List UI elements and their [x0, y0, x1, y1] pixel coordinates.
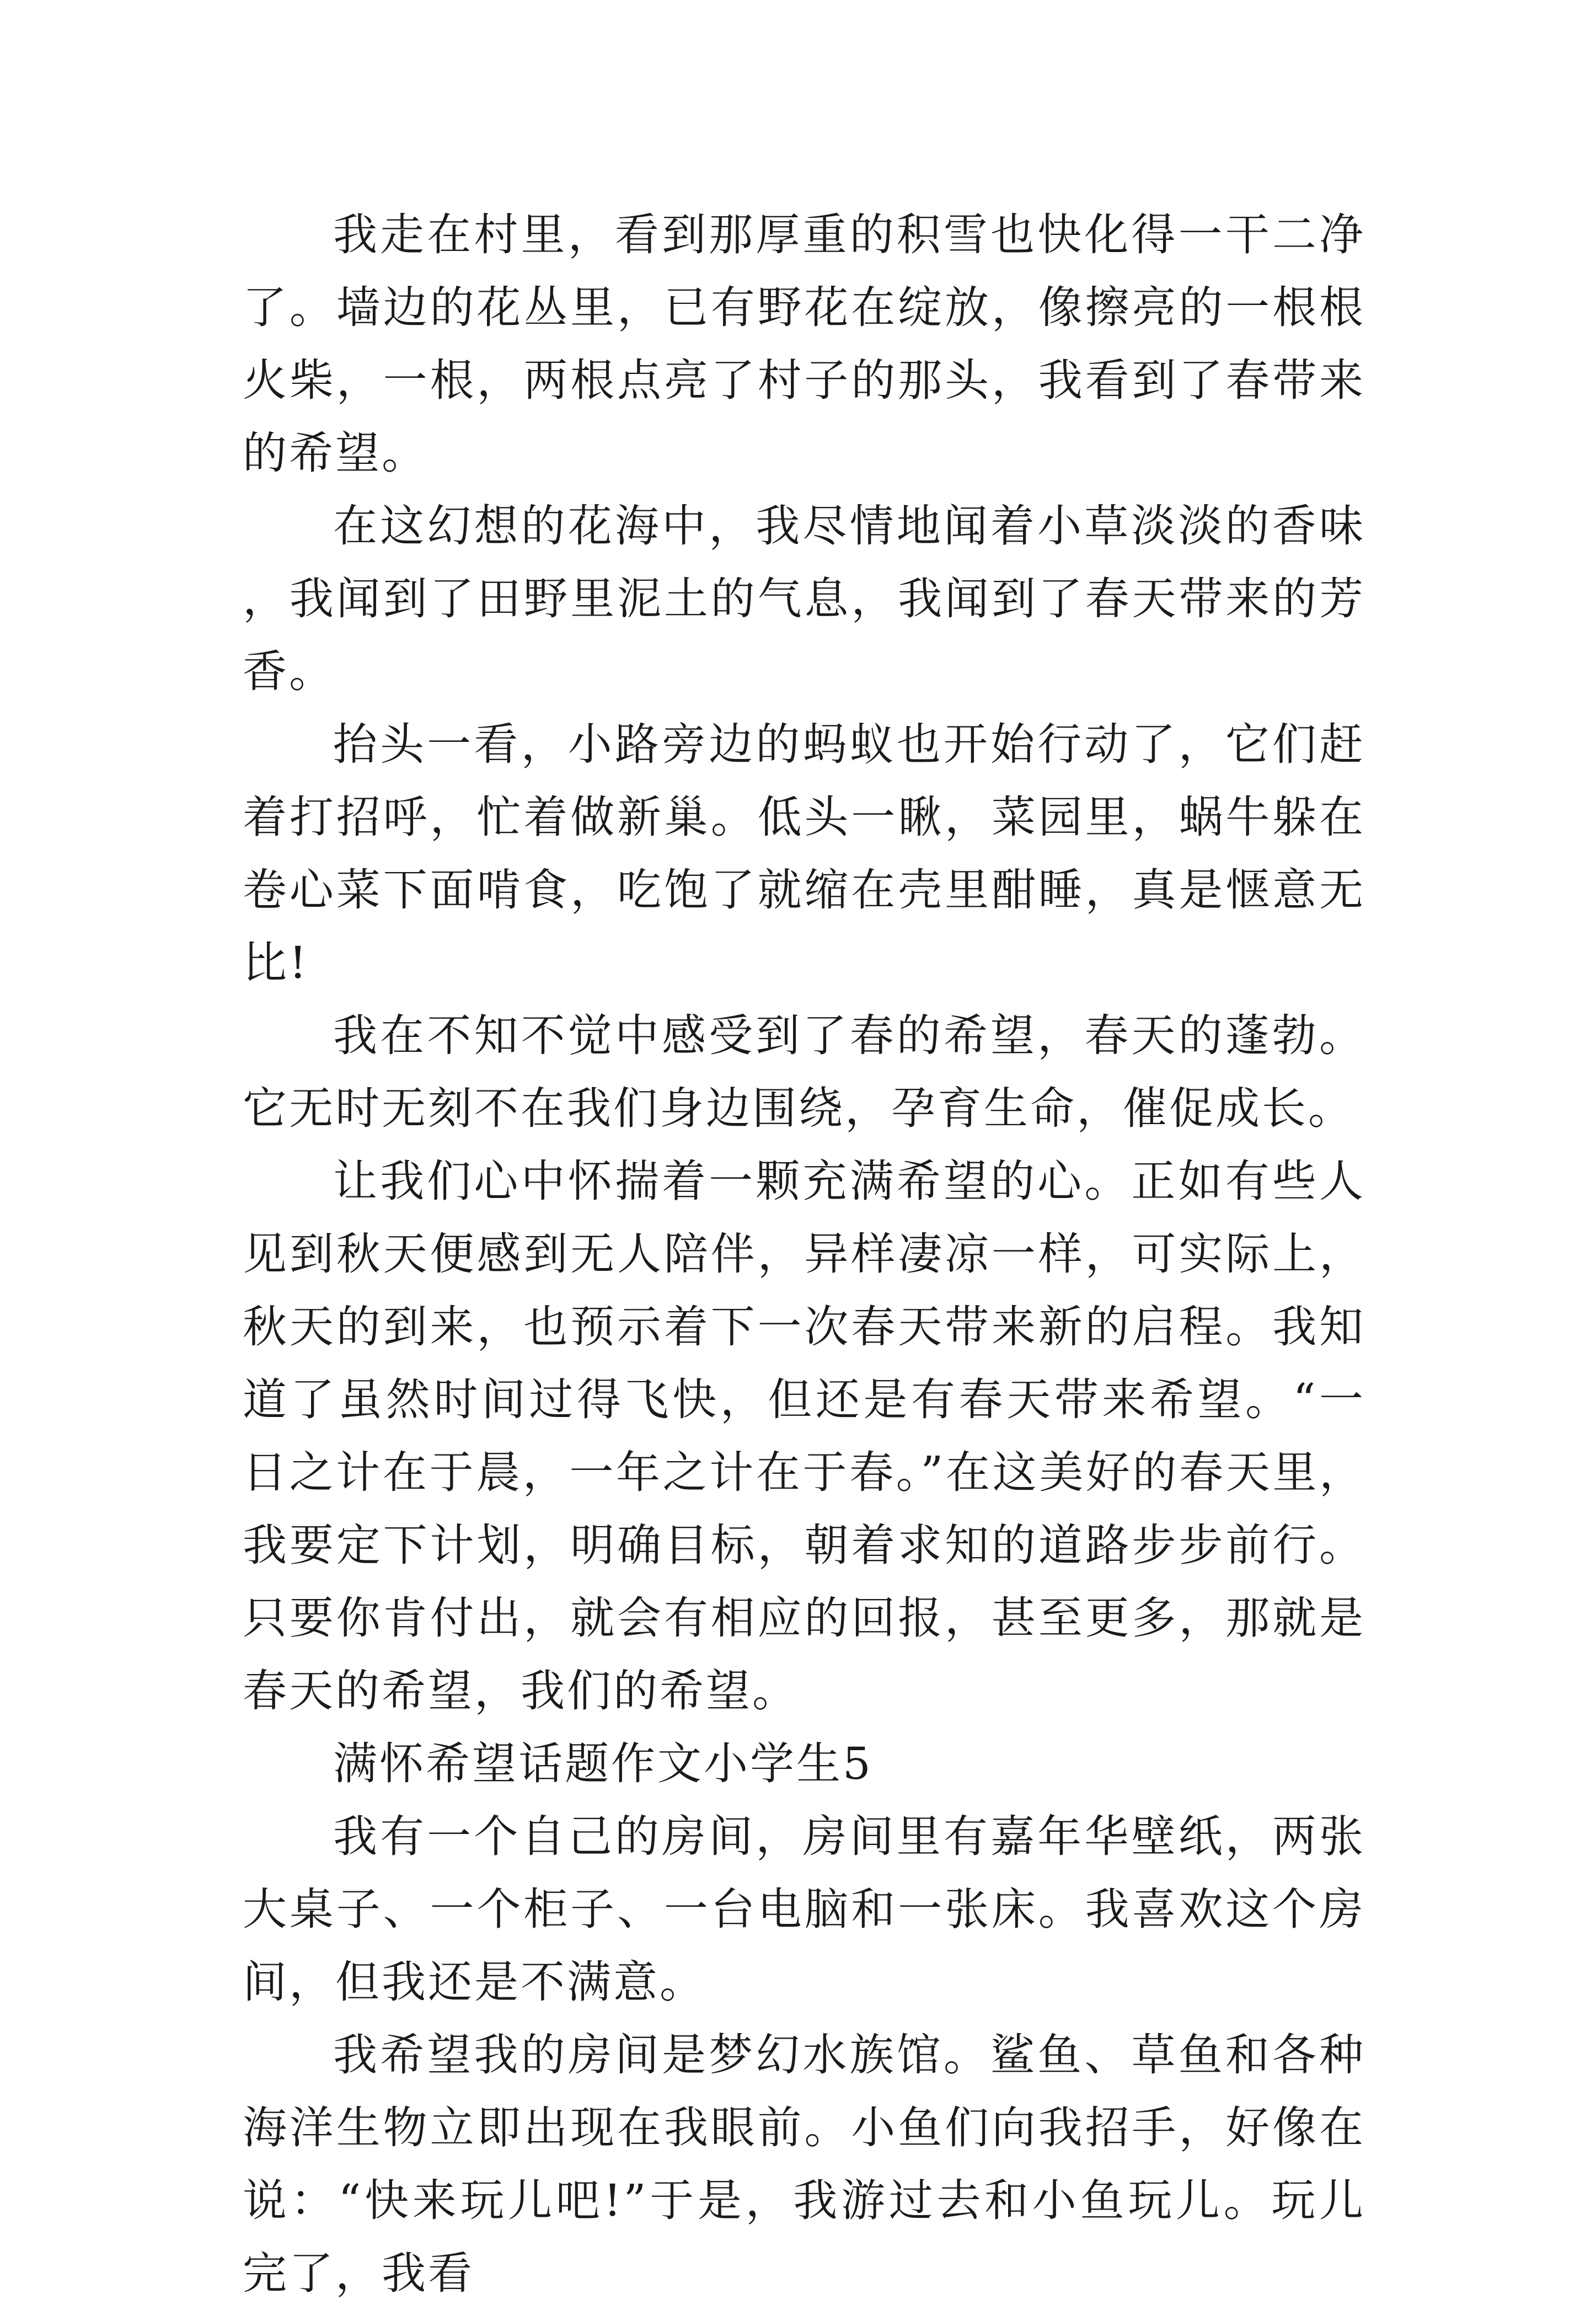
paragraph: 我走在村里，看到那厚重的积雪也快化得一干二净了。墙边的花丛里，已有野花在绽放，像擦亮的一根根火柴，一根，两根点亮了村子的那头，我看到了春带来的希望。 [243, 209, 1365, 479]
paragraph: 我有一个自己的房间，房间里有嘉年华壁纸，两张大桌子、一个柜子、一台电脑和一张床。我喜欢这个房间，但我还是不满意。 [243, 1811, 1365, 2008]
paragraph: 我在不知不觉中感受到了春的希望，春天的蓬勃。它无时无刻不在我们身边围绕，孕育生命，催促成长。 [243, 1010, 1365, 1134]
section-heading: 满怀希望话题作文小学生5 [333, 1738, 873, 1789]
document-body [243, 199, 1365, 2310]
paragraph: 在这幻想的花海中，我尽情地闻着小草淡淡的香味，我闻到了田野里泥土的气息，我闻到了春天带来的芳香。 [243, 500, 1365, 697]
paragraph: 让我们心中怀揣着一颗充满希望的心。正如有些人见到秋天便感到无人陪伴，异样凄凉一样，可实际上，秋天的到来，也预示着下一次春天带来新的启程。我知道了虽然时间过得飞快，但还是有春天带来希望。“一日之计在于晨，一年之计在于春。”在这美好的春天里，我要定下计划，明确目标，朝着求知的道路步步前行。只要你肯付出，就会有相应的回报，甚至更多，那就是春天的希望，我们的希望。 [243, 1156, 1365, 1717]
paragraph: 抬头一看，小路旁边的蚂蚁也开始行动了，它们赶着打招呼，忙着做新巢。低头一瞅，菜园里，蜗牛躲在卷心菜下面啃食，吃饱了就缩在壳里酣睡，真是惬意无比! [243, 719, 1365, 988]
paragraph: 我希望我的房间是梦幻水族馆。鲨鱼、草鱼和各种海洋生物立即出现在我眼前。小鱼们向我招手，好像在说：“快来玩儿吧!”于是，我游过去和小鱼玩儿。玩儿完了，我看 [243, 2029, 1365, 2299]
